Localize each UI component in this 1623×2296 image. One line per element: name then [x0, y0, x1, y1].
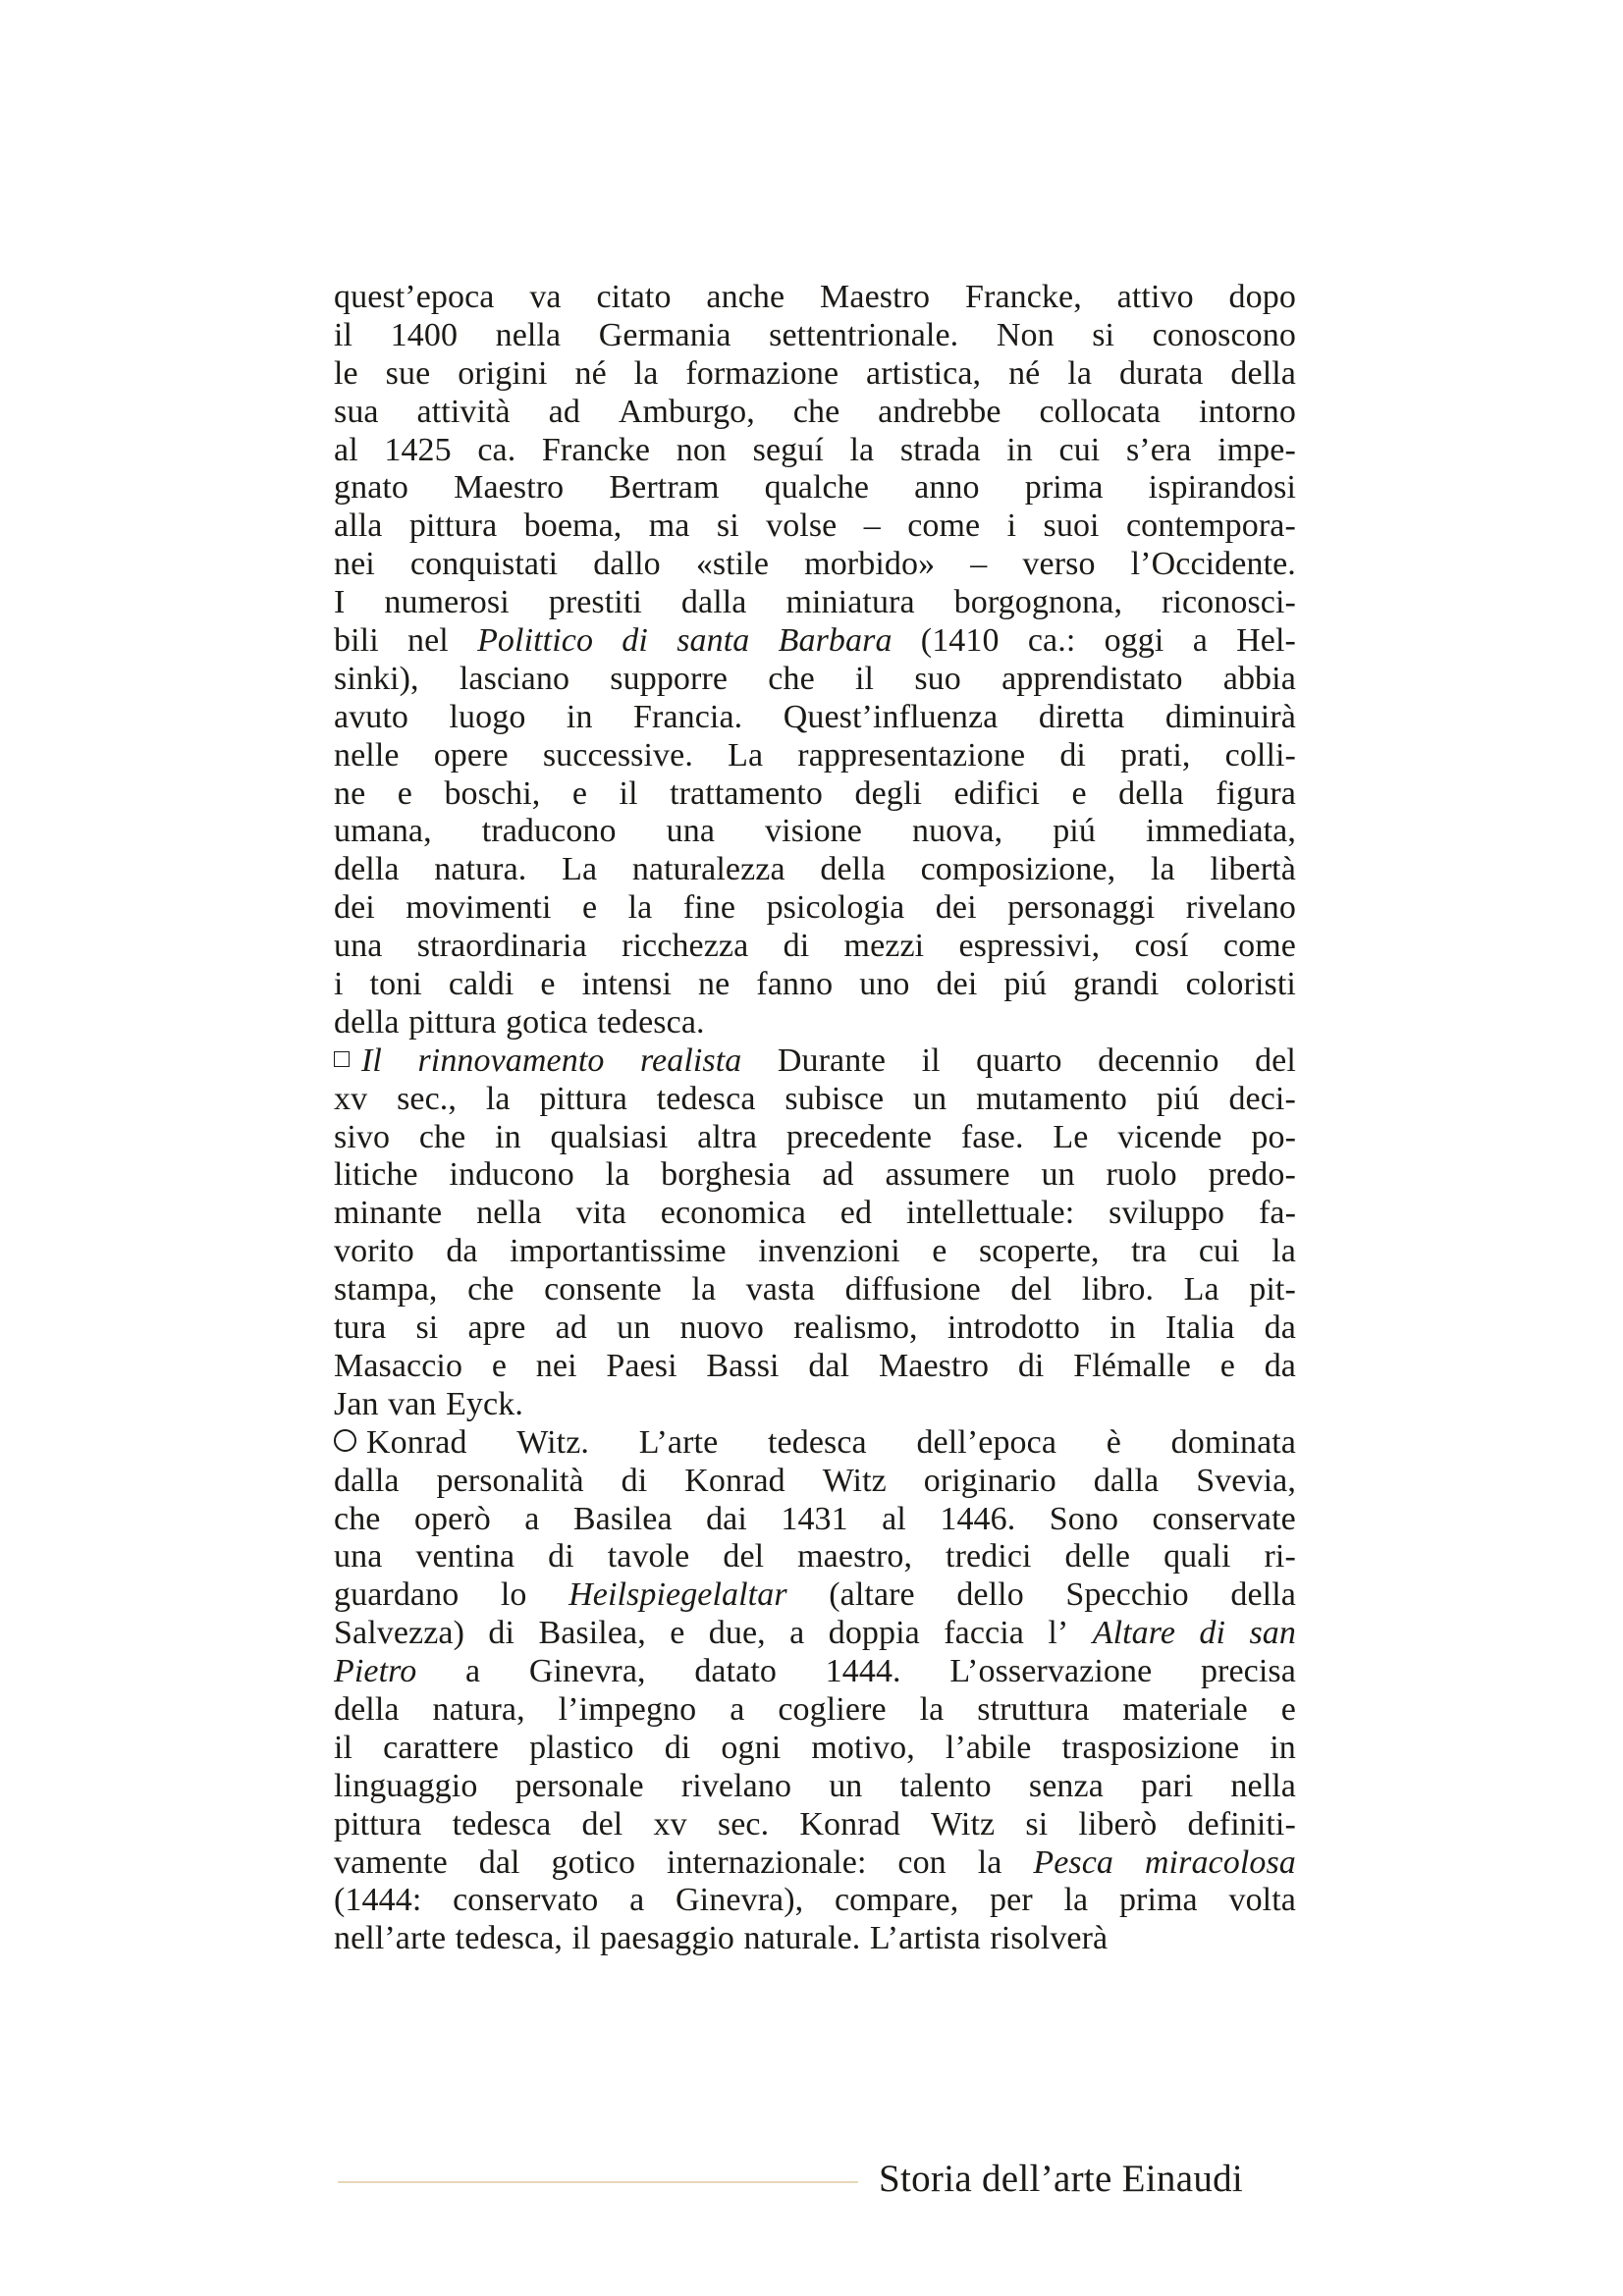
section-circle-marker-icon [334, 1429, 356, 1452]
text-line: quest’epoca va citato anche Maestro Francke, attivo dopo [334, 279, 1296, 315]
text-line: nelle opere successive. La rappresentazione di prati, colli- [334, 736, 1296, 774]
text-line: tura si apre ad un nuovo realismo, introdotto in Italia da [334, 1309, 1296, 1347]
text-line: sinki), lasciano supporre che il suo apprendistato abbia [334, 660, 1296, 697]
text-line: della natura, l’impegno a cogliere la struttura materiale e [334, 1690, 1296, 1728]
text-line: Masaccio e nei Paesi Bassi dal Maestro di Flémalle e da [334, 1347, 1296, 1384]
text-line: Konrad Witz. L’arte tedesca dell’epoca è dominata [334, 1424, 1296, 1463]
text-line: il carattere plastico di ogni motivo, l’abile trasposizione in [334, 1729, 1296, 1766]
text-line: i toni caldi e intensi ne fanno uno dei piú grandi coloristi [334, 966, 1296, 1003]
text-line: bili nel Polittico di santa Barbara (1410 ca.: oggi a Hel- [334, 622, 1296, 660]
section-square-marker-icon [334, 1051, 350, 1067]
text-line: xv sec., la pittura tedesca subisce un mutamento piú deci- [334, 1080, 1296, 1117]
text-line: gnato Maestro Bertram qualche anno prima ispirandosi [334, 469, 1296, 507]
text-line: della pittura gotica tedesca. [334, 1003, 705, 1041]
footer-rule [338, 2181, 858, 2183]
text-line: litiche inducono la borghesia ad assumere un ruolo predo- [334, 1156, 1296, 1194]
text-line: una ventina di tavole del maestro, tredici delle quali ri- [334, 1538, 1296, 1575]
text-line: ne e boschi, e il trattamento degli edifici e della figura [334, 774, 1296, 812]
text-line: nei conquistati dallo «stile morbido» – verso l’Occidente. [334, 546, 1296, 583]
text-line: Jan van Eyck. [334, 1385, 523, 1422]
text-line: una straordinaria ricchezza di mezzi espressivi, cosí come [334, 928, 1296, 965]
text-line: alla pittura boema, ma si volse – come i suoi contempora- [334, 507, 1296, 545]
text-line: il 1400 nella Germania settentrionale. Non si conoscono [334, 316, 1296, 353]
text-line: minante nella vita economica ed intellettuale: sviluppo fa- [334, 1195, 1296, 1232]
text-line: che operò a Basilea dai 1431 al 1446. Sono conservate [334, 1500, 1296, 1537]
text-line: stampa, che consente la vasta diffusione del libro. La pit- [334, 1271, 1296, 1308]
text-line: umana, traducono una visione nuova, piú immediata, [334, 813, 1296, 850]
text-line: nell’arte tedesca, il paesaggio naturale. L’artista risolverà [334, 1920, 1109, 1957]
text-line: dalla personalità di Konrad Witz originario dalla Svevia, [334, 1462, 1296, 1499]
text-line: sua attività ad Amburgo, che andrebbe collocata intorno [334, 393, 1296, 430]
text-line: Pietro a Ginevra, datato 1444. L’osservazione precisa [334, 1653, 1296, 1690]
text-line: della natura. La naturalezza della composizione, la libertà [334, 851, 1296, 888]
text-line: pittura tedesca del xv sec. Konrad Witz si liberò definiti- [334, 1805, 1296, 1842]
body-text [334, 279, 1296, 1958]
text-line: vamente dal gotico internazionale: con la Pesca miracolosa [334, 1843, 1296, 1881]
text-line: Il rinnovamento realista Durante il quarto decennio del [334, 1042, 1296, 1081]
text-line: (1444: conservato a Ginevra), compare, per la prima volta [334, 1882, 1296, 1919]
text-line: vorito da importantissime invenzioni e scoperte, tra cui la [334, 1233, 1296, 1270]
footer-title: Storia dell’arte Einaudi [879, 2158, 1244, 2200]
text-line: avuto luogo in Francia. Quest’influenza diretta diminuirà [334, 698, 1296, 735]
text-line: al 1425 ca. Francke non seguí la strada in cui s’era impe- [334, 431, 1296, 468]
text-line: linguaggio personale rivelano un talento senza pari nella [334, 1767, 1296, 1804]
text-line: dei movimenti e la fine psicologia dei personaggi rivelano [334, 889, 1296, 927]
text-line: sivo che in qualsiasi altra precedente fase. Le vicende po- [334, 1118, 1296, 1155]
text-line: guardano lo Heilspiegelaltar (altare dello Specchio della [334, 1576, 1296, 1614]
text-line: Salvezza) di Basilea, e due, a doppia faccia l’ Altare di san [334, 1615, 1296, 1652]
text-line: I numerosi prestiti dalla miniatura borgognona, riconosci- [334, 584, 1296, 621]
text-line: le sue origini né la formazione artistica, né la durata della [334, 354, 1296, 392]
